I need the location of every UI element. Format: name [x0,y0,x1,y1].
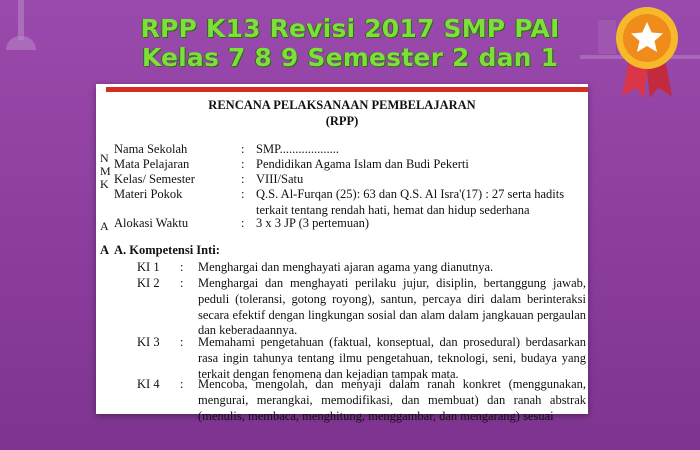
ki-code: KI 1 [137,260,160,274]
ki-code: KI 4 [137,377,160,391]
identity-label-material: Materi Pokok [114,187,183,201]
cut-letter: M [100,164,111,178]
identity-colon: : [241,216,245,230]
ki-text: Menghargai dan menghayati perilaku jujur, disiplin, bertanggung jawab, peduli (toleransi, gotong royong), santun, percaya diri dalam berinteraksi secara efektif dengan lingkungan sosial dan alam dalam jangkauan pergaulan dan keberadaannya. [198,276,586,338]
cut-letter: A [100,219,109,233]
identity-value-school: SMP................... [256,142,340,156]
cut-letter: N [100,151,109,165]
section-a-cut-prefix: A [100,243,110,257]
identity-value-subject: Pendidikan Agama Islam dan Budi Pekerti [256,157,469,171]
document-subheading: (RPP) [325,114,359,128]
ki-colon: : [180,276,184,290]
identity-colon: : [241,142,245,156]
title-line-1: RPP K13 Revisi 2017 SMP PAI [140,14,560,43]
star-medal-icon [608,4,686,100]
identity-colon: : [241,187,245,201]
identity-colon: : [241,157,245,171]
section-a-title: A. Kompetensi Inti: [114,243,220,257]
identity-label-class: Kelas/ Semester [114,172,195,186]
cut-letter: K [100,177,109,191]
document-content [96,84,588,423]
ki-text: Mencoba, mengolah, dan menyaji dalam ranah konkret (menggunakan, mengurai, merangkai, memodifikasi, dan membuat) dan ranah abstrak (menulis, membaca, menghitung, menggambar, dan mengarang) sesuai [198,377,586,423]
identity-colon: : [241,172,245,186]
identity-label-school: Nama Sekolah [114,142,188,156]
ki-text: Memahami pengetahuan (faktual, konseptual, dan prosedural) berdasarkan rasa ingin tahunya tentang ilmu pengetahuan, teknologi, seni, budaya yang terkait dengan fenomena dan kejadian tampak mata. [198,335,586,381]
ki-code: KI 2 [137,276,160,290]
title-line-2: Kelas 7 8 9 Semester 2 dan 1 [141,43,559,72]
identity-value-time: 3 x 3 JP (3 pertemuan) [256,216,370,230]
ki-colon: : [180,377,184,391]
identity-label-subject: Mata Pelajaran [114,157,190,171]
identity-label-time: Alokasi Waktu [114,216,189,230]
document-page [96,84,588,423]
document-heading: RENCANA PELAKSANAAN PEMBELAJARAN [208,98,476,112]
ki-colon: : [180,260,184,274]
ki-code: KI 3 [137,335,160,349]
identity-value-material: Q.S. Al-Furqan (25): 63 dan Q.S. Al Isra'(17) : 27 serta hadits terkait tentang rendah hati, hemat dan hidup sederhana [256,187,565,217]
ki-text: Menghargai dan menghayati ajaran agama yang dianutnya. [198,260,494,274]
identity-value-class: VIII/Satu [256,172,304,186]
page-title [0,14,700,72]
ki-colon: : [180,335,184,349]
